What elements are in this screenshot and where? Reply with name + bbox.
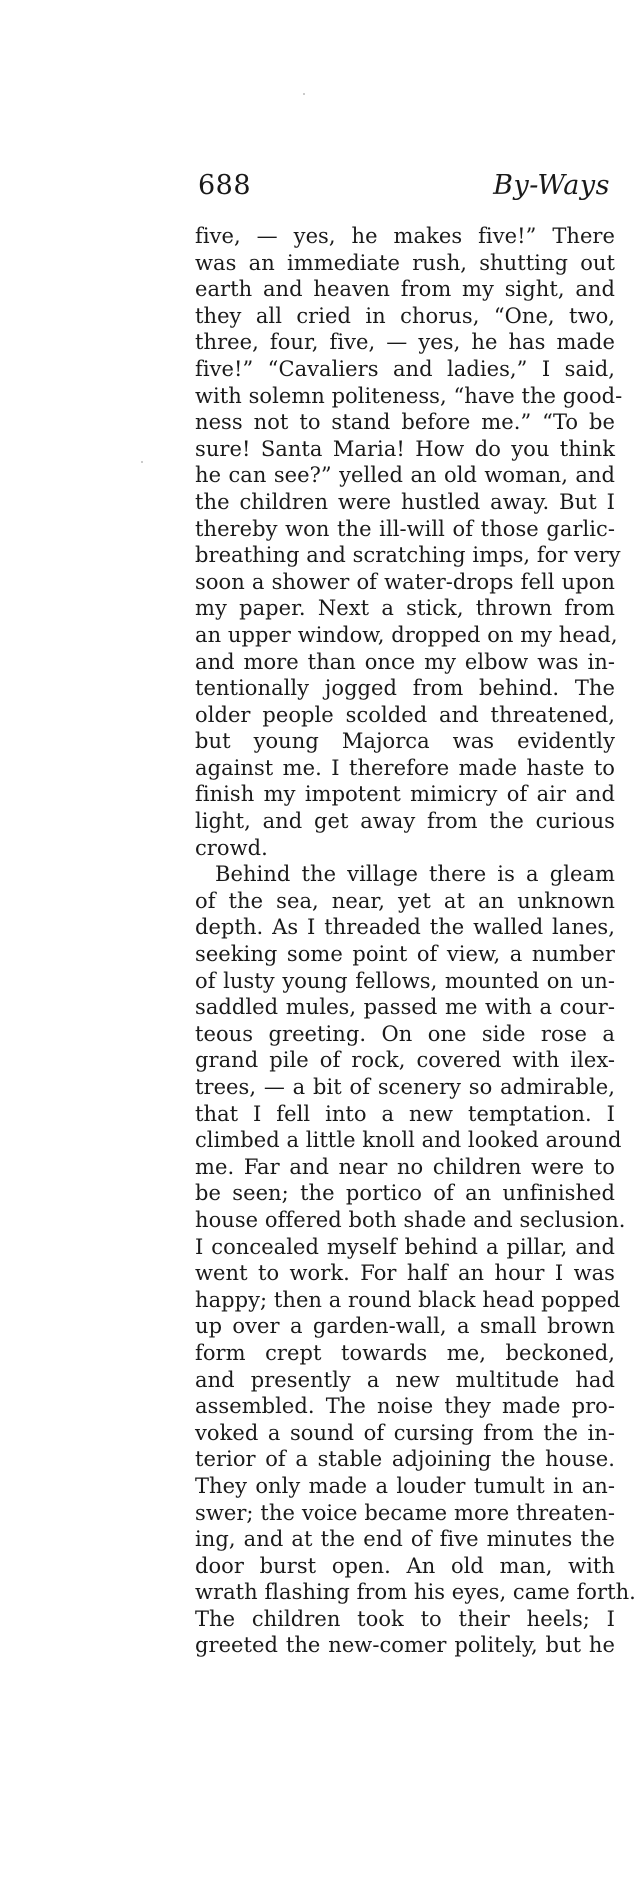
text-line: my paper. Next a stick, thrown from bbox=[195, 596, 615, 621]
page-number: 688 bbox=[198, 170, 252, 201]
text-line: the children were hustled away. But I bbox=[195, 489, 615, 514]
text-line: be seen; the portico of an unfinished bbox=[195, 1181, 615, 1206]
text-line: that I fell into a new temptation. I bbox=[195, 1101, 615, 1126]
text-line: five, — yes, he makes five!” There bbox=[195, 224, 615, 248]
text-line: seeking some point of view, a number bbox=[195, 942, 615, 967]
text-line: was an immediate rush, shutting out bbox=[195, 250, 615, 275]
text-line: wrath flashing from his eyes, came forth. bbox=[195, 1580, 636, 1605]
text-line: thereby won the ill-will of those garlic- bbox=[195, 516, 615, 541]
text-line: tentionally jogged from behind. The bbox=[195, 676, 615, 701]
text-line: against me. I therefore made haste to bbox=[195, 755, 615, 780]
text-line: and more than once my elbow was in- bbox=[195, 649, 615, 674]
text-line: Behind the village there is a gleam bbox=[215, 862, 615, 887]
text-line: an upper window, dropped on my head, bbox=[195, 622, 618, 647]
text-line: with solemn politeness, “have the good- bbox=[195, 383, 623, 408]
text-line: climbed a little knoll and looked around bbox=[195, 1128, 622, 1153]
text-line: soon a shower of water-drops fell upon bbox=[195, 569, 615, 594]
text-line: They only made a louder tumult in an- bbox=[195, 1473, 615, 1498]
text-line: I concealed myself behind a pillar, and bbox=[195, 1234, 615, 1259]
page-header bbox=[198, 170, 610, 210]
text-line: of lusty young fellows, mounted on un- bbox=[195, 968, 615, 993]
text-line: assembled. The noise they made pro- bbox=[195, 1394, 615, 1419]
paragraph-1 bbox=[195, 223, 623, 861]
text-line: he can see?” yelled an old woman, and bbox=[195, 463, 615, 488]
text-line: finish my impotent mimicry of air and bbox=[195, 782, 615, 807]
text-line: breathing and scratching imps, for very bbox=[195, 543, 621, 568]
paper-speck bbox=[303, 93, 305, 95]
text-line: ness not to stand before me.” “To be bbox=[195, 410, 615, 435]
text-line: three, four, five, — yes, he has made bbox=[195, 330, 615, 355]
text-line: light, and get away from the curious bbox=[195, 809, 615, 834]
text-line: and presently a new multitude had bbox=[195, 1367, 615, 1392]
text-line: me. Far and near no children were to bbox=[195, 1154, 615, 1179]
text-line: teous greeting. On one side rose a bbox=[195, 1021, 615, 1046]
text-line: went to work. For half an hour I was bbox=[195, 1261, 615, 1286]
text-line: terior of a stable adjoining the house. bbox=[195, 1447, 615, 1472]
text-line: form crept towards me, beckoned, bbox=[195, 1340, 615, 1365]
text-line: crowd. bbox=[195, 835, 268, 860]
text-line: trees, — a bit of scenery so admirable, bbox=[195, 1075, 615, 1099]
text-line: voked a sound of cursing from the in- bbox=[195, 1420, 615, 1445]
text-line: they all cried in chorus, “One, two, bbox=[195, 303, 615, 328]
text-line: grand pile of rock, covered with ilex- bbox=[195, 1048, 615, 1073]
text-line: but young Majorca was evidently bbox=[195, 729, 615, 754]
paragraph-2 bbox=[195, 861, 636, 1659]
text-line: The children took to their heels; I bbox=[195, 1606, 615, 1631]
paper-speck bbox=[141, 461, 143, 463]
text-line: sure! Santa Maria! How do you think bbox=[195, 436, 615, 461]
text-line: house offered both shade and seclusion. bbox=[195, 1207, 626, 1232]
text-line: older people scolded and threatened, bbox=[195, 702, 615, 727]
text-line: earth and heaven from my sight, and bbox=[195, 277, 615, 302]
text-line: happy; then a round black head popped bbox=[195, 1287, 621, 1312]
text-line: of the sea, near, yet at an unknown bbox=[195, 888, 615, 913]
text-line: saddled mules, passed me with a cour- bbox=[195, 995, 615, 1020]
text-line: five!” “Cavaliers and ladies,” I said, bbox=[195, 356, 615, 381]
text-body bbox=[195, 223, 636, 1659]
text-line: greeted the new-comer politely, but he bbox=[195, 1633, 615, 1658]
text-line: ing, and at the end of five minutes the bbox=[195, 1527, 615, 1552]
text-line: up over a garden-wall, a small brown bbox=[195, 1314, 615, 1339]
text-line: depth. As I threaded the walled lanes, bbox=[195, 915, 615, 940]
text-line: swer; the voice became more threaten- bbox=[195, 1500, 615, 1525]
running-head: By-Ways bbox=[493, 170, 610, 201]
text-line: door burst open. An old man, with bbox=[195, 1553, 615, 1578]
